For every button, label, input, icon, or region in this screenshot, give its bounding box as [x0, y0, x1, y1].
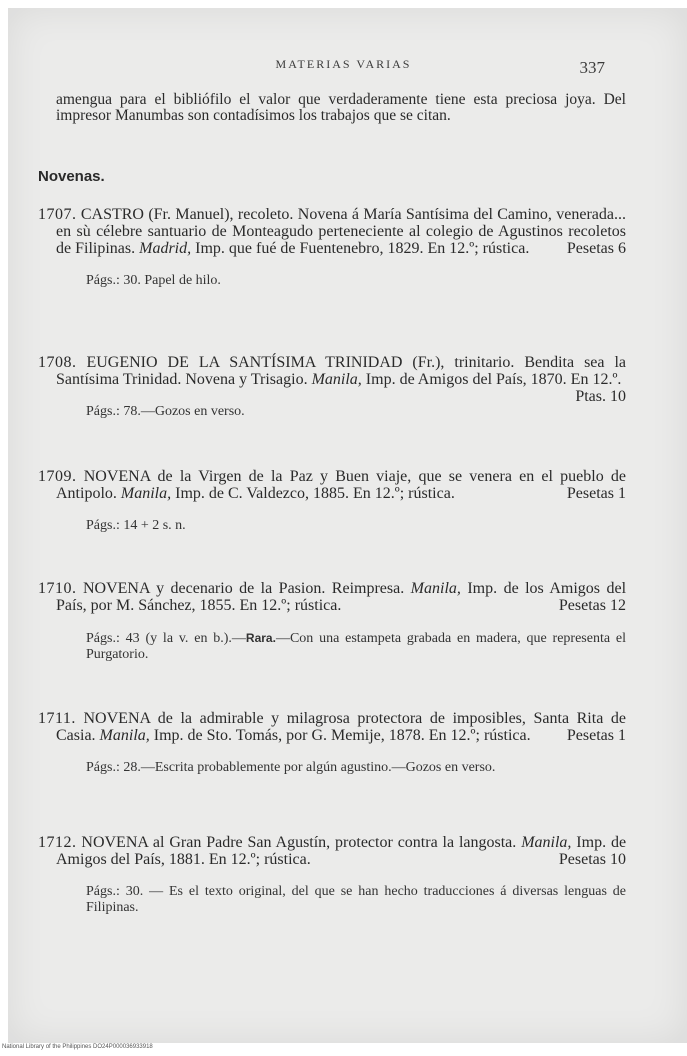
entry-place: Manila, — [120, 485, 172, 502]
entry-price: Ptas. 10 — [575, 388, 626, 405]
entry-body — [38, 580, 627, 614]
entry-place: Manila, — [311, 371, 362, 388]
rarity-label: Rara. — [245, 631, 276, 645]
entry-body — [38, 206, 627, 257]
entry-price: Pesetas 6 — [566, 240, 626, 257]
entry-number: 1710. — [38, 580, 77, 597]
entry-1708 — [38, 354, 627, 420]
entry-place: Manila, — [99, 727, 150, 744]
entry-number: 1707. — [38, 206, 77, 223]
entry-imprint: Imp. de Sto. Tomás, por G. Memije, 1878. En 12.º; rústica. — [153, 727, 531, 744]
entry-imprint: Imp. de Amigos del País, 1881. En 12.º; rústica. — [56, 834, 627, 868]
entry-title: CASTRO (Fr. Manuel), recoleto. Novena á María Santísima del Camino, venerada... en sù célebre santuario de Monteagudo perteneciente al colegio de Agustinos recoletos de Filipinas. — [56, 206, 627, 257]
entry-1707 — [38, 206, 627, 289]
intro-text: amengua para el bibliófilo el valor que verdaderamente tiene esta preciosa joya. Del impresor Manumbas son contadísimos los trabajos que se citan. — [56, 91, 626, 124]
running-title: MATERIAS VARIAS — [275, 57, 412, 71]
entry-1710 — [38, 580, 627, 663]
entry-imprint: Imp. que fué de Fuentenebro, 1829. En 12.º; rústica. — [195, 240, 530, 257]
entry-title: NOVENA y decenario de la Pasion. Reimpresa. — [82, 580, 405, 597]
entry-note: Págs.: 78.—Gozos en verso. — [86, 404, 245, 419]
entry-1709 — [38, 468, 627, 534]
entry-number: 1709. — [38, 468, 77, 485]
entry-place: Manila, — [521, 834, 572, 851]
entry-price: Pesetas 1 — [566, 485, 626, 502]
page-number: 337 — [579, 58, 605, 77]
library-credit: National Library of the Philippines DO24P000036933918 — [2, 1044, 153, 1050]
entry-price: Pesetas 10 — [558, 851, 626, 868]
entry-note-description: —Con una estampeta grabada en madera, que representa el Purgatorio. — [86, 631, 626, 662]
entry-imprint: Imp. de los Amigos del País, por M. Sánchez, 1855. En 12.º; rústica. — [56, 580, 627, 614]
entry-note: Págs.: 30. — Es el texto original, del que se han hecho traducciones á diversas lenguas de Filipinas. — [86, 884, 626, 915]
entry-note-pages: Págs.: 43 (y la v. en b.).— — [86, 631, 246, 646]
entry-body — [38, 834, 627, 868]
section-heading: Novenas. — [38, 168, 105, 185]
entry-note — [56, 630, 626, 663]
entry-title: NOVENA de la Virgen de la Paz y Buen viaje, que se venera en el pueblo de Antipolo. — [56, 468, 627, 502]
entry-1712 — [38, 834, 627, 916]
entry-place: Manila, — [410, 580, 461, 597]
entry-title: NOVENA al Gran Padre San Agustín, protector contra la langosta. — [81, 834, 517, 851]
entry-imprint: Imp. de C. Valdezco, 1885. En 12.º; rústica. — [175, 485, 455, 502]
entry-note: Págs.: 14 + 2 s. n. — [86, 518, 186, 533]
entry-number: 1708. — [38, 354, 77, 371]
entry-price: Pesetas 12 — [558, 597, 626, 614]
entry-price: Pesetas 1 — [566, 727, 626, 744]
entry-imprint: Imp. de Amigos del País, 1870. En 12.º. — [365, 371, 622, 388]
entry-number: 1711. — [38, 710, 76, 727]
entry-body — [38, 354, 627, 405]
entry-title: NOVENA de la admirable y milagrosa protectora de imposibles, Santa Rita de Casia. — [56, 710, 626, 744]
entry-number: 1712. — [38, 834, 77, 851]
entry-note: Págs.: 28.—Escrita probablemente por algún agustino.—Gozos en verso. — [86, 760, 496, 775]
entry-note: Págs.: 30. Papel de hilo. — [86, 273, 221, 288]
intro-paragraph — [56, 92, 626, 124]
entry-title: EUGENIO DE LA SANTÍSIMA TRINIDAD (Fr.), trinitario. Bendita sea la Santísima Trinidad. Novena y Trisagio. — [56, 354, 627, 388]
entry-place: Madrid, — [139, 240, 192, 257]
entry-1711 — [38, 710, 626, 776]
entry-body — [38, 710, 626, 744]
entry-body — [38, 468, 627, 502]
